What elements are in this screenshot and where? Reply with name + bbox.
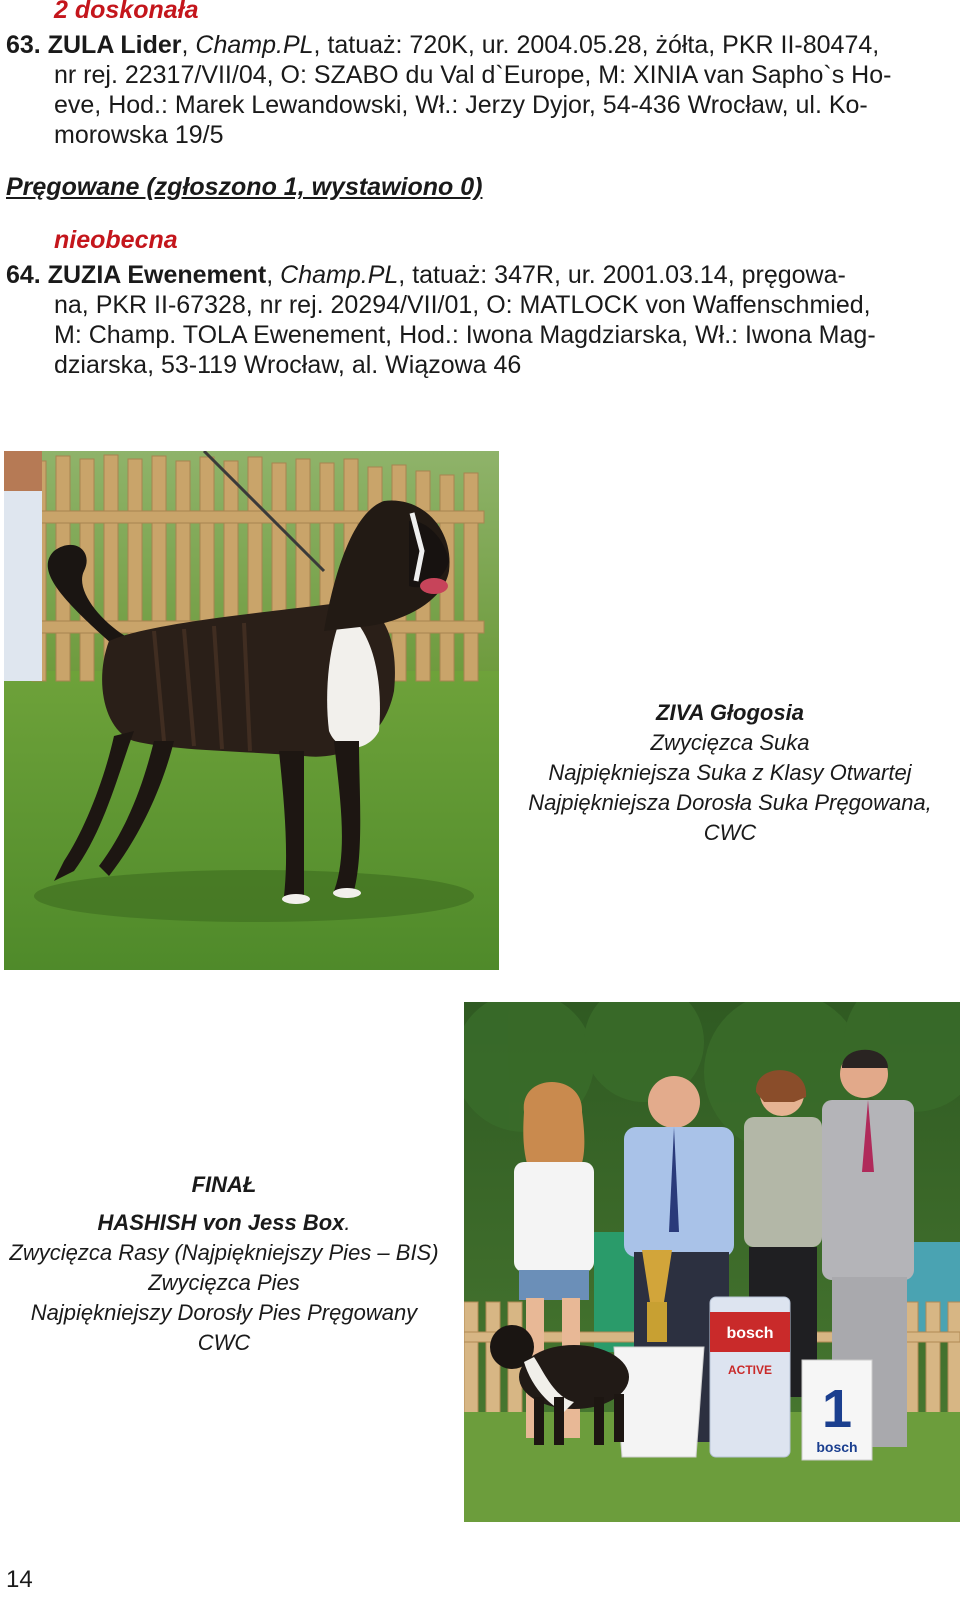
entry-64-title: Champ.PL [280,261,399,289]
grade-heading: 2 doskonała [54,0,199,24]
entry-63-line3: eve, Hod.: Marek Lewandowski, Wł.: Jerzy Dyjor, 54-436 Wrocław, ul. Ko- [54,91,868,119]
bag-product-text: ACTIVE [727,1363,773,1377]
entry-64 [6,260,946,380]
caption-final-line3: Najpiękniejszy Dorosły Pies Pręgowany [30,1300,418,1325]
bag-brand-text: bosch [726,1325,774,1342]
placard-number-text: 1 [821,1379,853,1439]
caption-ziva-line4: CWC [703,820,757,845]
caption-final-heading: FINAŁ [191,1172,257,1197]
entry-64-number: 64. [6,261,41,289]
entry-63-line1: 63. ZULA Lider, Champ.PL, tatuaż: 720K, ur. 2004.05.28, żółta, PKR II-80474, [6,31,880,59]
entry-63-number: 63. [6,31,41,59]
entry-64-line3: M: Champ. TOLA Ewenement, Hod.: Iwona Magdziarska, Wł.: Iwona Mag- [54,321,876,349]
photo-final-ceremony [464,1002,960,1522]
caption-ziva-line1: Zwycięzca Suka [650,730,810,755]
entry-64-line2: na, PKR II-67328, nr rej. 20294/VII/01, O: MATLOCK von Waffenschmied, [54,291,871,319]
caption-ziva-line3: Najpiękniejsza Dorosła Suka Pręgowana, [528,790,932,815]
entry-63-line2: nr rej. 22317/VII/04, O: SZABO du Val d`Europe, M: XINIA van Sapho`s Ho- [54,61,892,89]
caption-ziva-name: ZIVA Głogosia [656,700,804,725]
entry-63-details: , tatuaż: 720K, ur. 2004.05.28, żółta, PKR II-80474, [313,31,880,59]
caption-final-line4: CWC [197,1330,251,1355]
absent-label: nieobecna [54,226,178,254]
entry-64-details: , tatuaż: 347R, ur. 2001.03.14, pręgowa- [398,261,846,289]
caption-final [0,1170,448,1358]
caption-ziva [500,698,960,848]
caption-ziva-line2: Najpiękniejsza Suka z Klasy Otwartej [548,760,912,785]
caption-final-name-suffix: . [344,1210,351,1235]
page-number: 14 [6,1566,33,1593]
entry-63-title: Champ.PL [195,31,314,59]
entry-64-name: ZUZIA Ewenement [47,261,267,289]
placard-brand-text: bosch [816,1439,858,1455]
caption-final-line1: Zwycięzca Rasy (Najpiękniejszy Pies – BIS) [9,1240,439,1265]
caption-final-name: HASHISH von Jess Box [97,1210,345,1235]
category-heading: Pręgowane (zgłoszono 1, wystawiono 0) [6,173,483,201]
entry-63 [6,30,946,150]
photo-ziva-boxer [4,451,499,970]
caption-final-line2: Zwycięzca Pies [148,1270,300,1295]
entry-64-line1: 64. ZUZIA Ewenement, Champ.PL, tatuaż: 347R, ur. 2001.03.14, pręgowa- [6,261,846,289]
entry-64-line4: dziarska, 53-119 Wrocław, al. Wiązowa 46 [54,351,522,379]
entry-63-name: ZULA Lider [47,31,182,59]
entry-63-line4: morowska 19/5 [54,121,224,149]
